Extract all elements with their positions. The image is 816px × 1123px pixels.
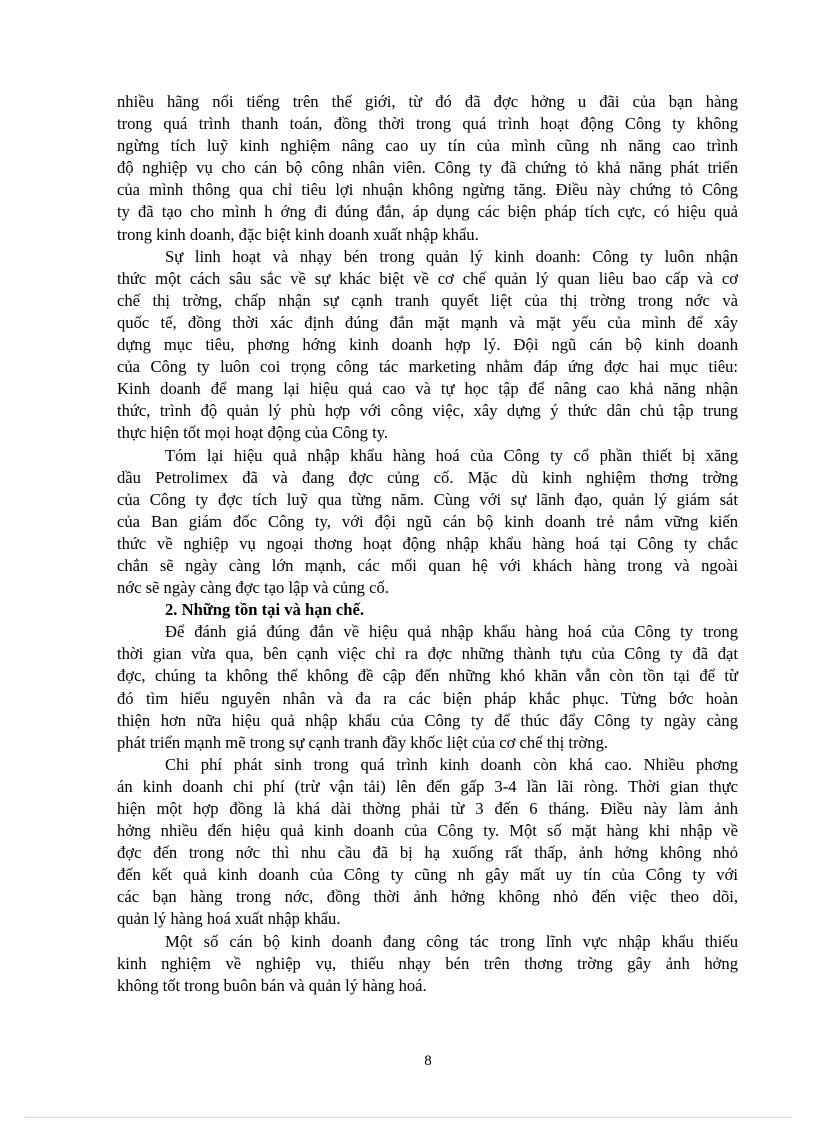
text-line: của mình thông qua chỉ tiêu lợi nhuận không ngừng tăng. Điều này chứng tỏ Công (117, 180, 738, 200)
text-line: đó tìm hiểu nguyên nhân và đa ra các biện pháp khắc phục. Từng bớc hoàn (117, 688, 738, 708)
text-line: nớc sẽ ngày càng đợc tạo lập và củng cố. (117, 578, 389, 598)
paragraph-4 (117, 621, 738, 754)
text-line: thức một cách sâu sắc về sự khác biệt về cơ chế quản lý quan liêu bao cấp và cơ (117, 268, 738, 288)
text-line: quốc tế, đồng thời xác định đúng đắn mặt mạnh và mặt yếu của mình để xây (117, 312, 738, 332)
page-bottom-divider (24, 1117, 792, 1118)
text-line: kinh nghiệm về nghiệp vụ, thiếu nhạy bén trên thơng trờng gây ảnh hởng (117, 953, 738, 973)
paragraph-6 (117, 931, 738, 997)
text-line: Kinh doanh để mang lại hiệu quả cao và tự học tập để nâng cao khả năng nhận (117, 379, 738, 399)
text-line: của Công ty luôn coi trọng công tác marketing nhằm đáp ứng đợc hai mục tiêu: (117, 357, 738, 377)
text-line: đến kết quả kinh doanh của Công ty cũng nh gây mất uy tín của Công ty với (117, 865, 738, 885)
text-line: Chi phí phát sinh trong quá trình kinh doanh còn khá cao. Nhiều phơng (165, 754, 738, 774)
text-line: độ nghiệp vụ cho cán bộ công nhân viên. Công ty đã chứng tỏ khả năng phát triển (117, 158, 738, 178)
paragraph-1 (117, 91, 738, 246)
text-line: án kinh doanh chi phí (trừ vận tải) lên đến gấp 3-4 lần lãi ròng. Thời gian thực (117, 776, 738, 796)
text-line: của Công ty đợc tích luỹ qua từng năm. Cùng với sự lãnh đạo, quản lý giám sát (117, 489, 738, 509)
text-line: phát triển mạnh mẽ trong sự cạnh tranh đầy khốc liệt của cơ chế thị trờng. (117, 732, 609, 752)
text-line: ngừng tích luỹ kinh nghiệm nâng cao uy tín của mình cũng nh năng cao trình (117, 136, 738, 156)
text-line: thiện hơn nữa hiệu quả nhập khẩu của Công ty để thúc đẩy Công ty ngày càng (117, 710, 738, 730)
text-line: chắn sẽ ngày càng lớn mạnh, các mối quan hệ với khách hàng trong và ngoài (117, 555, 738, 575)
text-line: thực hiện tốt mọi hoạt động của Công ty. (117, 423, 389, 443)
text-line: trong quá trình thanh toán, đồng thời trong quá trình hoạt động Công ty không (117, 114, 738, 134)
text-line: của Ban giám đốc Công ty, với đội ngũ cán bộ kinh doanh trẻ nắm vững kiến (117, 511, 738, 531)
text-line: Sự linh hoạt và nhạy bén trong quản lý kinh doanh: Công ty luôn nhận (165, 246, 738, 266)
text-line: quản lý hàng hoá xuất nhập khẩu. (117, 909, 341, 929)
text-line: nhiều hãng nổi tiếng trên thế giới, từ đó đã đợc hởng u đãi của bạn hàng (117, 92, 738, 111)
text-line: đợc, chúng ta không thể không đề cập đến những khó khăn vẫn còn tồn tại để từ (117, 666, 738, 686)
text-line: Một số cán bộ kinh doanh đang công tác trong lĩnh vực nhập khẩu thiếu (165, 931, 738, 951)
text-line: chế thị trờng, chấp nhận sự cạnh tranh quyết liệt của thị trờng trong nớc và (117, 290, 738, 310)
text-line: ty đã tạo cho mình h ớng đi đúng đắn, áp dụng các biện pháp tích cực, có hiệu quả (117, 202, 738, 222)
text-line: trong kinh doanh, đặc biệt kinh doanh xuất nhập khẩu. (117, 224, 479, 244)
text-line: thức về nghiệp vụ ngoại thơng hoạt động nhập khẩu hàng hoá tại Công ty chắc (117, 533, 738, 553)
text-line: thời gian vừa qua, bên cạnh việc chỉ ra đợc những thành tựu của Công ty đã đạt (117, 644, 738, 664)
document-body (117, 91, 738, 997)
text-line: dầu Petrolimex đã và đang đợc củng cố. Mặc dù kinh nghiệm thơng trờng (117, 467, 738, 487)
text-line: Tóm lại hiệu quả nhập khẩu hàng hoá của Công ty cổ phần thiết bị xăng (165, 445, 738, 465)
text-line: hiện một hợp đồng là khá dài thờng phải từ 3 đến 6 tháng. Điều này làm ảnh (117, 799, 738, 818)
text-line: thức, trình độ quản lý phù hợp với công việc, xây dựng ý thức dân chủ tập trung (117, 401, 738, 421)
text-line: hởng nhiều đến hiệu quả kinh doanh của Công ty. Một số mặt hàng khi nhập về (117, 821, 738, 841)
paragraph-3 (117, 445, 738, 600)
text-line: Để đánh giá đúng đắn về hiệu quả nhập khẩu hàng hoá của Công ty trong (165, 622, 738, 642)
text-line: không tốt trong buôn bán và quản lý hàng hoá. (117, 975, 427, 995)
paragraph-2 (117, 246, 738, 445)
page-number: 8 (424, 1053, 432, 1069)
section-heading: 2. Những tồn tại và hạn chế. (165, 600, 364, 620)
text-line: dựng mục tiêu, phơng hớng kinh doanh hợp lý. Đội ngũ cán bộ kinh doanh (117, 335, 738, 355)
text-line: các bạn hàng trong nớc, đồng thời ảnh hởng không nhỏ đến việc theo dõi, (117, 887, 738, 907)
paragraph-5 (117, 754, 738, 931)
text-line: đợc đến trong nớc thì nhu cầu đã bị hạ xuống rất thấp, ảnh hởng không nhỏ (117, 843, 738, 863)
